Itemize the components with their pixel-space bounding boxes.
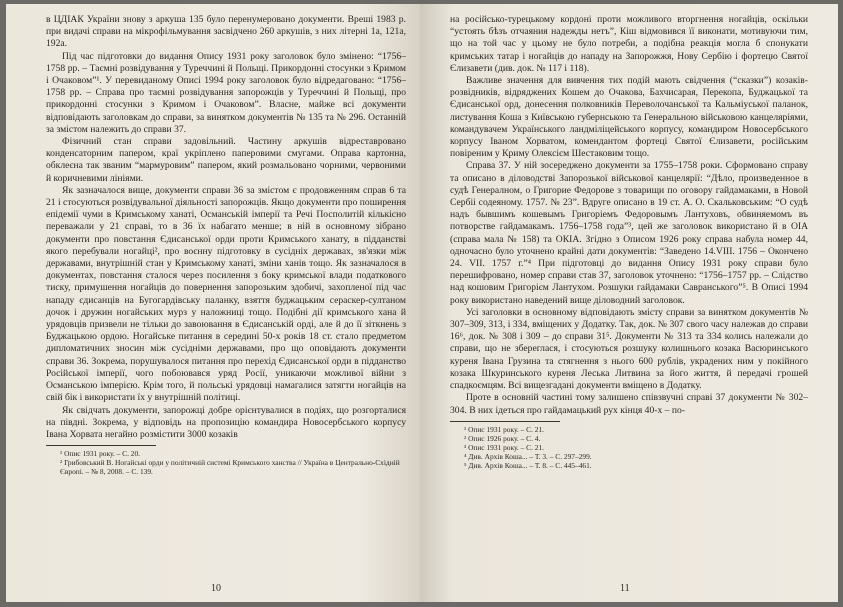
paragraph: Як зазначалося вище, документи справи 36 за змістом є продовженням справ 6 та 21 і стосуються розвідувальної діяльності запорожців. Якщо документи про поширення епідемії чуми в Кримському ханаті, Османській імперії та Речі Посполитій кількісно переважали у 21 справі, то в 36 їх набагато менше; в ній в основному зібрано документи про повстання Єдисанської орди проти Кримського ханату, в підданстві якого перебували ногайці², про воєнну підготовку в сусідніх державах, зв'язки між державами, внутрішній стан у Кримському ханаті, зміни ханів тощо. Як зазначалося в документах, повстання сталося через посилення з боку кримської влади податкового тиску, примушення ногайців до повернення запорозьким здобичі, захопленої під час нападу єдисанців на Бугогардівську паланку, взяття буджацьким сераскер-султаном дочок і дружин ногайських мурз у наложниці тощо. Подібні дії кримського хана й урядовців призвели не тільки до завоювання в Єдисанській орді, але й до її зіткнень з Буджацькою ордою. Ногайське питання в середині 50-х років 18 ст. стало предметом дипломатичних зносин між сусідніми державами, про що оповідають документи справи 36. Зокрема, порушувалося питання про перехід Єдисанської орди в підданство Російської імперії, чого побоювався уряд Росії, уникаючи можливої війни з Османською імперією. Крім того, й польські урядовці намагалися затягти ногайців на свій бік і використати їх у внутрішній політиці. [46, 184, 406, 404]
paragraph: Фізичний стан справи задовільний. Частину аркушів відреставровано конденсаторним папером, краї укріплено паперовими смугами. Оправа картонна, обклеєна так званим “мармуровим” папером, який розмальовано чорними, червоними й коричневими лініями. [46, 136, 406, 184]
paragraph: в ЦДІАК України знову з аркуша 135 було перенумеровано документи. Вреші 1983 р. при видачі справи на мікрофільмування засвідчено 260 аркушів, з них літерні 1а, 121а, 192а. [46, 14, 406, 50]
left-footnotes [46, 449, 406, 476]
paragraph: Важливе значення для вивчення тих подій мають свідчення (“сказки”) козаків-розвідників, відряджених Кошем до Очакова, Бахчисарая, Перекопа, Буджацької та Єдисанської орд, донесення полковників Переволочанської та Кальміуської паланок, листування Коша з Київською губернською та Генеральною військовою канцеляріями, командувачем Українського ландміліцейського корпусу, командиром Новосербського корпусу Іваном Хорватом, комендантом фортеці Святої Єлизавети, російським повіреним у Криму Олексієм Шестаковим тощо. [450, 75, 808, 160]
paragraph: Усі заголовки в основному відповідають змісту справи за винятком документів № 307–309, 313, і 334, вміщених у Додатку. Так, док. № 307 свого часу належав до справи 16⁶, док. № 308 і 309 – до справи 31⁵. Документи № 313 та 334 колись належали до справи, що не збереглася, і стосуються розшуку колишнього козака Васюринського куреня Івана Грузина та стягнення з нього 600 рублів, украдених ним у покійного козака Шкуринського куреня Леська Литвина за його життя, й передачі грошей спадкоємцям. Всі вищезгадані документи вміщено в Додатку. [450, 306, 808, 392]
paragraph: Проте в основній частині тому залишено співзвучні справі 37 документи № 302–304. В них ідеться про гайдамацький рух кінця 40-х – по- [450, 392, 808, 416]
left-body-text [46, 14, 406, 441]
footnote-rule [46, 445, 156, 446]
footnote-rule [450, 421, 560, 422]
footnote: ² Грибовський В. Ногайські орди у політичній системі Кримського ханства // Україна в Центрально-Східній Європі. – № 8, 2008. – С. 139. [60, 458, 400, 477]
footnote: ⁴ Див. Архів Коша... – Т. 3. – С. 297–299. [464, 451, 592, 461]
right-page [420, 4, 838, 602]
page-number: 10 [211, 583, 221, 594]
right-footnotes [450, 425, 808, 470]
book-spread [6, 4, 838, 602]
right-body-text [450, 14, 808, 417]
footnote: ² Опис 1926 року. – С. 4. [464, 433, 541, 443]
paragraph: Під час підготовки до видання Опису 1931 року заголовок було змінено: “1756–1758 рр. – Таємні розвідування у Туреччині й Польщі. Прикордонні стосунки з Кримом і Очаковом”¹. У перевиданому Описі 1994 року заголовок було відредаговано: “1756–1758 рр. – Справа про таємні розвідування запорожців у Туреччині й Польщі, про прикордонні стосунки з Кримом і Очаковом”. Власне, майже всі документи відповідають заголовкам до справи, за винятком документів № 135 та № 296. Останній за змістом належить до справи 37. [46, 50, 406, 135]
footnote: ⁵ Див. Архів Коша... – Т. 8. – С. 445–461. [464, 460, 592, 470]
paragraph: Справа 37. У ній зосереджено документи за 1755–1758 роки. Сформовано справу та описано в діловодстві Запорозької військової канцелярії: “Дѣло, произведенное в судѣ Генералном, о Григорие Федорове з товарищи по оговору гайдамаками, в Новой Сербіі содеяному. 1757. № 23”. Вдруге описано в 19 ст. А. О. Скальковським: “О судѣ надъ бывшимъ кошевымъ Григоріемъ Федоровымъ Лантуховъ, обвиняемомъ въ потворстве гайдамакамъ. 1756–1758 года”³, цей же заголовок використано й в ОІА (справа мала № 158) та ОКІА. Згідно з Описом 1926 року справа набула номер 44, одночасно було уточнено крайні дати документів: “Заведено 14.VIII. 1756 – Окончено 24. VII. 1757 г.”⁴ При підготовці до видання Опису 1931 року справи було перешифровано, номер справи став 37, заголовок уточнено: “1756–1757 рр. – Слідство над кошовим Григорієм Лантухом. Розшуки гайдамаки Савранського”⁵. В Описі 1994 року використано наведений вище діловодний заголовок. [450, 160, 808, 306]
footnote: ¹ Опис 1931 року. – С. 20. [60, 449, 141, 459]
left-page [6, 4, 420, 602]
footnote: ¹ Опис 1931 року. – С. 21. [464, 424, 545, 434]
footnote: ³ Опис 1931 року. – С. 21. [464, 442, 545, 452]
paragraph: на російсько-турецькому кордоні проти можливого вторгнення ногайців, оскільки “устоять бѣзъ отчаяния надежды нетъ”, Кіш відмовився її виконати, мотивуючи тим, що на той час у цьому не було потреби, а подібна реакція могла б спонукати кримських татар і ногайців до нападу на Запорожжя, Нову Сербію і фортецю Святої Єлизавети (див. док. № 117 і 118). [450, 14, 808, 74]
page-number: 11 [620, 583, 630, 594]
paragraph: Як свідчать документи, запорожці добре орієнтувалися в подіях, що розгорталися на півдні. Зокрема, у відповідь на пропозицію командира Новосербського корпусу Івана Хорвата негайно розмістити 3000 козаків [46, 404, 406, 440]
